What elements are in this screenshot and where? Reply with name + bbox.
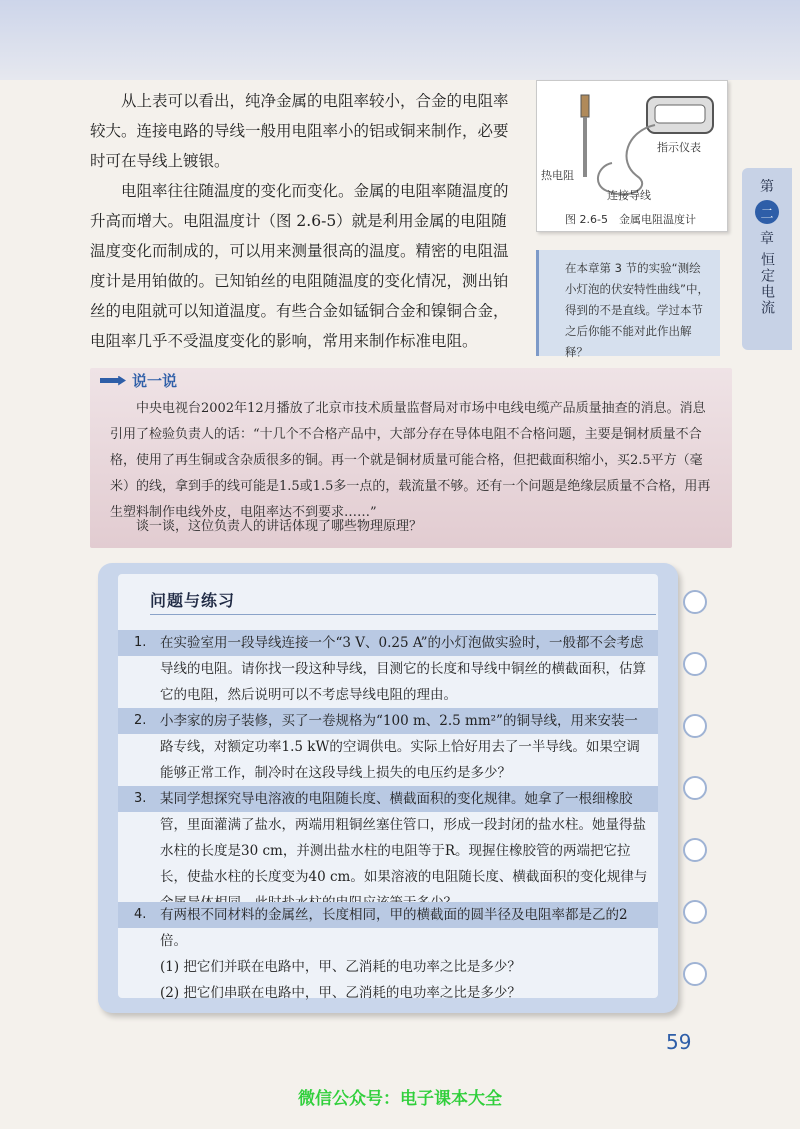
discussion-heading	[100, 370, 177, 391]
exercise-text: 有两根不同材料的金属丝，长度相同，甲的横截面的圆半径及电阻率都是乙的2倍。	[160, 907, 628, 949]
chapter-tab-word: 章	[760, 231, 774, 247]
footer-watermark: 微信公众号：电子课本大全	[298, 1089, 502, 1109]
chapter-tab-top: 第	[760, 179, 774, 195]
exercise-subquestion-1: (1) 把它们并联在电路中，甲、乙消耗的电功率之比是多少？	[160, 959, 521, 975]
figure-caption: 图 2.6-5 金属电阻温度计	[565, 213, 696, 226]
body-paragraph-1: 从上表可以看出，纯净金属的电阻率较小，合金的电阻率较大。连接电路的导线一般用电阻率小的铝或铜来制作，必要时可在导线上镀银。	[90, 92, 509, 170]
figure-resistance-thermometer	[536, 80, 728, 232]
top-band	[0, 0, 800, 80]
side-note: 在本章第 3 节的实验“测绘小灯泡的伏安特性曲线”中，得到的不是直线。学过本节之后你能不能对此作出解释？	[536, 250, 720, 356]
exercise-item-3	[118, 786, 658, 916]
exercise-item-1	[118, 630, 658, 708]
exercise-number: 3.	[134, 791, 147, 806]
arrow-icon	[100, 376, 126, 386]
chapter-tab	[742, 168, 792, 350]
page-number: 59	[666, 1030, 692, 1054]
exercise-number: 1.	[134, 635, 147, 650]
chapter-number-badge: 二	[755, 200, 779, 224]
exercise-title: 问题与练习	[150, 591, 236, 610]
label-resistor: 热电阻	[541, 169, 574, 182]
chapter-tab-title: 恒定电流	[759, 252, 775, 316]
exercise-item-2	[118, 708, 658, 786]
exercise-subquestion-2: (2) 把它们串联在电路中，甲、乙消耗的电功率之比是多少？	[160, 985, 521, 1001]
label-meter: 指示仪表	[657, 141, 701, 154]
exercise-text: 某同学想探究导电溶液的电阻随长度、横截面积的变化规律。她拿了一根细橡胶管，里面灌满了盐水，两端用粗铜丝塞住管口，形成一段封闭的盐水柱。她量得盐水柱的长度是30 cm，并测出盐水柱的电阻等于R。现握住橡胶管的两端把它拉长，使盐水柱的长度变为40 cm。如果溶液的电阻随长度、横截面积的变化规律与	[160, 791, 648, 885]
body-paragraph-2: 电阻率往往随温度的变化而变化。金属的电阻率随温度的升高而增大。电阻温度计（图 2.6-5）就是利用金属的电阻随温度变化而制成的，可以用来测量很高的温度。精密的电阻温度计是用铂做的。已知铂丝的电阻随温度的变化情况，测出铂丝的电阻就可以知道温度。有些合金如锰铜合金和镍铜合金，电阻率几乎不受温度变化的影响，常用来制作标准电阻。	[90, 182, 509, 350]
binder-ring-icon	[683, 590, 707, 614]
binder-ring-icon	[683, 838, 707, 862]
label-wire: 连接导线	[607, 189, 651, 202]
discussion-heading-text: 说一说	[132, 372, 178, 390]
discussion-text: 中央电视台2002年12月播放了北京市技术质量监督局对市场中电线电缆产品质量抽查的消息。消息引用了检验负责人的话：“十几个不合格产品中，大部分存在导体电阻不合格问题，主要是铜材质量不合格，使用了再生铜或含杂质很多的铜。再一个就是铜材质量可能合格，但把截面积缩小，买2.5平方（毫米）的线，拿到手的线可能是1.5或1.5多一点的，载流量不够。还有一个问题是绝缘层质量不合格，用再生塑料制作电线外皮，电阻率达不到要求……”	[110, 401, 711, 520]
exercise-number: 2.	[134, 713, 147, 728]
binder-ring-icon	[683, 776, 707, 800]
binder-ring-icon	[683, 962, 707, 986]
exercise-item-4	[118, 902, 658, 1006]
exercise-text: 小李家的房子装修，买了一卷规格为“100 m、2.5 mm²”的铜导线，用来安装一路专线，对额定功率1.5 kW的空调供电。实际上恰好用去了一半导线。如果空调能够正常工作，制冷时在这段导线上损失的电压约是多少？	[160, 713, 640, 781]
exercise-title-rule	[150, 614, 656, 615]
binder-ring-icon	[683, 714, 707, 738]
exercise-number: 4.	[134, 907, 147, 922]
binder-ring-icon	[683, 900, 707, 924]
binder-ring-icon	[683, 652, 707, 676]
thermometer-illustration	[537, 81, 727, 231]
exercise-text: 在实验室用一段导线连接一个“3 V、0.25 A”的小灯泡做实验时，一般都不会考虑导线的电阻。请你找一段这种导线，目测它的长度和导线中铜丝的横截面积，估算它的电阻，然后说明可以不考虑导线电阻的理由。	[160, 635, 646, 703]
discussion-question: 谈一谈，这位负责人的讲话体现了哪些物理原理？	[136, 519, 423, 534]
